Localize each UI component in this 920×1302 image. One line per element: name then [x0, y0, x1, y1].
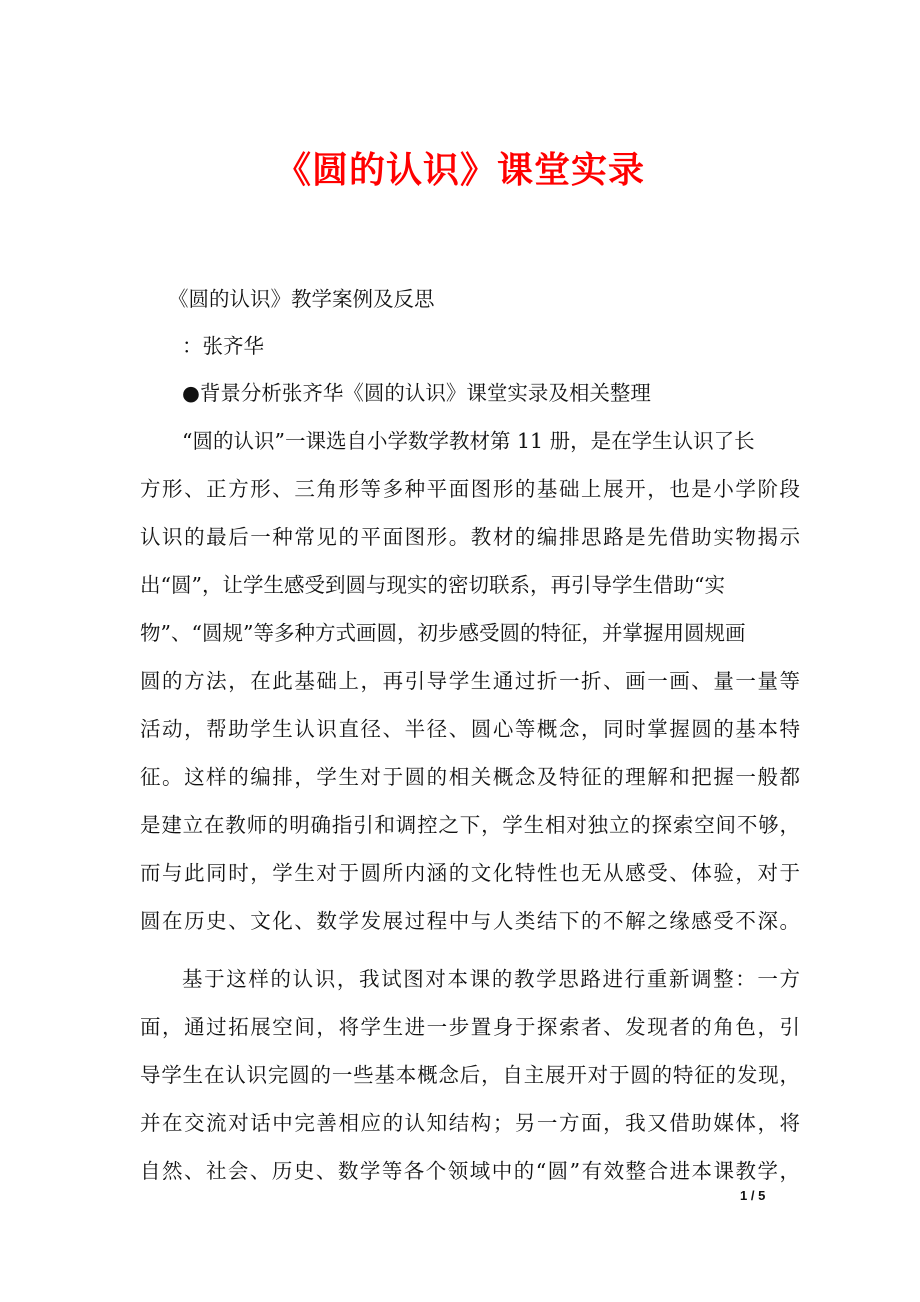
subtitle: 《圆的认识》教学案例及反思 — [168, 287, 435, 311]
author-line: ：张齐华 — [182, 334, 264, 358]
paragraph-line: 而与此同时，学生对于圆所内涵的文化特性也无从感受、体验，对于 — [140, 861, 800, 885]
paragraph-line: “圆的认识”一课选自小学数学教材第 11 册，是在学生认识了长 — [182, 429, 755, 453]
paragraph-line: 方形、正方形、三角形等多种平面图形的基础上展开，也是小学阶段 — [140, 477, 800, 501]
paragraph-line: 圆的方法，在此基础上，再引导学生通过折一折、画一画、量一量等 — [140, 669, 800, 693]
paragraph-line: 是建立在教师的明确指引和调控之下，学生相对独立的探索空间不够， — [140, 813, 800, 837]
paragraph-line: 活动，帮助学生认识直径、半径、圆心等概念，同时掌握圆的基本特 — [140, 717, 800, 741]
paragraph-line: 自然、社会、历史、数学等各个领域中的“圆”有效整合进本课教学， — [140, 1159, 800, 1183]
paragraph-line: 面，通过拓展空间，将学生进一步置身于探索者、发现者的角色，引 — [140, 1015, 800, 1039]
paragraph-line: 征。这样的编排，学生对于圆的相关概念及特征的理解和把握一般都 — [140, 765, 800, 789]
paragraph-line: 并在交流对话中完善相应的认知结构；另一方面，我又借助媒体，将 — [140, 1111, 800, 1135]
paragraph-line: 导学生在认识完圆的一些基本概念后，自主展开对于圆的特征的发现， — [140, 1063, 800, 1087]
paragraph-line: 基于这样的认识，我试图对本课的教学思路进行重新调整：一方 — [182, 967, 800, 991]
page-indicator: 1 / 5 — [740, 1188, 766, 1203]
document-title: 《圆的认识》课堂实录 — [274, 149, 645, 191]
background-heading: ●背景分析张齐华《圆的认识》课堂实录及相关整理 — [182, 381, 651, 405]
paragraph-line: 认识的最后一种常见的平面图形。教材的编排思路是先借助实物揭示 — [140, 525, 800, 549]
paragraph-line: 出“圆”，让学生感受到圆与现实的密切联系，再引导学生借助“实 — [140, 573, 725, 597]
paragraph-line: 物”、“圆规”等多种方式画圆，初步感受圆的特征，并掌握用圆规画 — [140, 621, 746, 645]
paragraph-line: 圆在历史、文化、数学发展过程中与人类结下的不解之缘感受不深。 — [140, 909, 800, 933]
